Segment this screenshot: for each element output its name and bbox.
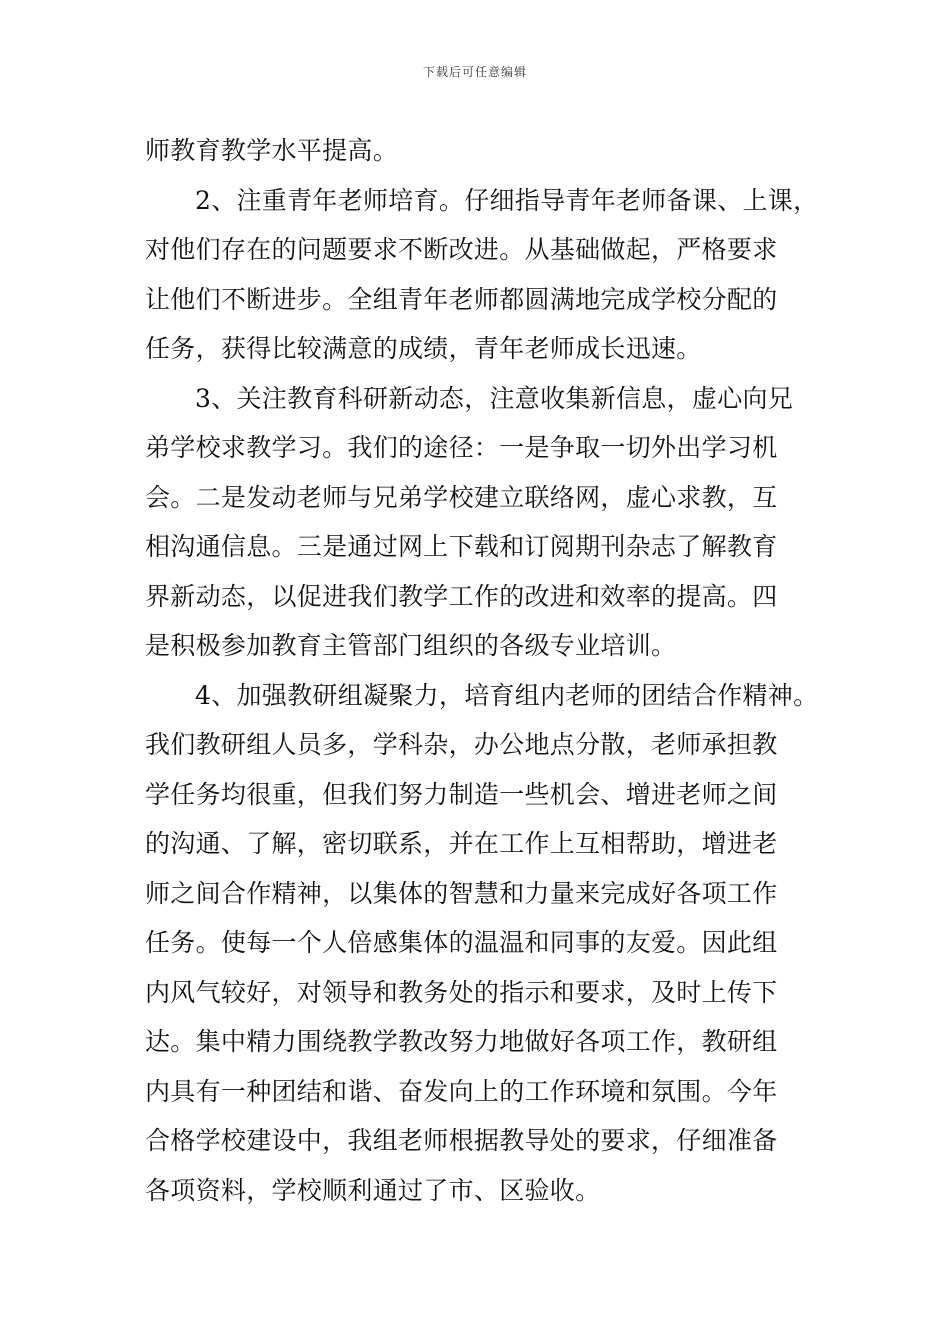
text-line: 合格学校建设中，我组老师根据教导处的要求，仔细准备 (145, 1126, 778, 1155)
text-line: 4、加强教研组凝聚力，培育组内老师的团结合作精神。 (195, 680, 819, 710)
text-line: 对他们存在的问题要求不断改进。从基础做起，严格要求 (145, 235, 778, 264)
text-line: 内具有一种团结和谐、奋发向上的工作环境和氛围。今年 (145, 1076, 778, 1106)
text-line: 会。二是发动老师与兄弟学校建立联络网，虚心求教，互 (145, 482, 778, 512)
text-line: 界新动态，以促进我们教学工作的改进和效率的提高。四 (145, 581, 778, 611)
page-header-note: 下载后可任意编辑 (422, 65, 527, 79)
text-line: 3、关注教育科研新动态，注意收集新信息，虚心向兄 (195, 383, 794, 413)
text-line: 达。集中精力围绕教学教改努力地做好各项工作，教研组 (145, 1027, 778, 1056)
document-body (145, 126, 835, 1215)
text-line: 让他们不断进步。全组青年老师都圆满地完成学校分配的 (145, 284, 778, 314)
text-line: 2、注重青年老师培育。仔细指导青年老师备课、上课， (195, 185, 819, 215)
text-line: 任务，获得比较满意的成绩，青年老师成长迅速。 (145, 334, 702, 363)
text-line: 各项资料，学校顺利通过了市、区验收。 (145, 1175, 601, 1205)
text-line: 学任务均很重，但我们努力制造一些机会、增进老师之间 (145, 779, 778, 809)
text-line: 是积极参加教育主管部门组织的各级专业培训。 (145, 631, 677, 660)
text-line: 师教育教学水平提高。 (145, 136, 399, 165)
text-line: 弟学校求教学习。我们的途径：一是争取一切外出学习机 (145, 433, 778, 462)
text-line: 内风气较好，对领导和教务处的指示和要求，及时上传下 (145, 977, 778, 1007)
text-line: 相沟通信息。三是通过网上下载和订阅期刊杂志了解教育 (145, 532, 778, 561)
text-line: 我们教研组人员多，学科杂，办公地点分散，老师承担教 (145, 730, 778, 759)
text-line: 的沟通、了解，密切联系，并在工作上互相帮助，增进老 (145, 829, 778, 858)
text-line: 师之间合作精神，以集体的智慧和力量来完成好各项工作 (145, 878, 778, 908)
text-line: 任务。使每一个人倍感集体的温温和同事的友爱。因此组 (145, 928, 778, 957)
